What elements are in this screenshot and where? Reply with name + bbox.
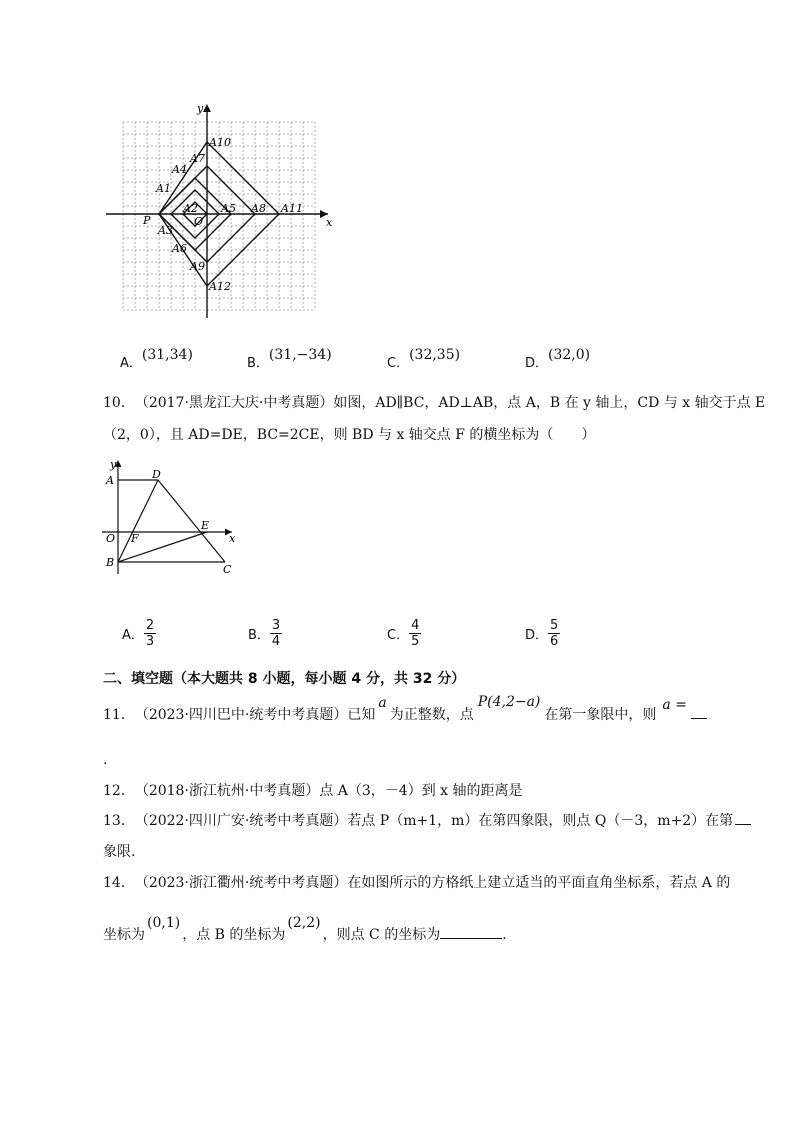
q13-line1-text: 13． （2022·四川广安·统考中考真题）若点 P（m+1，m）在第四象限，则点 Q（－3，m+2）在第 <box>103 813 734 829</box>
q14-line2-c: ，则点 C 的坐标为 <box>322 927 441 943</box>
q13-answer-blank[interactable] <box>735 823 751 825</box>
point-a11-label: A11 <box>281 202 303 215</box>
q10-point-c-label: C <box>223 563 232 576</box>
q10-option-b-label: B． <box>248 628 270 643</box>
point-a10-label: A10 <box>209 136 231 149</box>
point-a5-label: A5 <box>221 202 236 215</box>
q10-option-a[interactable] <box>122 618 156 649</box>
q9-option-d[interactable] <box>525 347 591 371</box>
q10-y-axis-label: y <box>110 458 117 471</box>
q14-line2-b: ，点 B 的坐标为 <box>182 927 286 943</box>
x-axis-label: x <box>326 216 333 229</box>
section-heading-fill-in: 二、填空题（本大题共 8 小题，每小题 4 分，共 32 分） <box>103 671 466 687</box>
q14-line2-end: . <box>502 927 507 943</box>
q10-line2: （2，0），且 AD=DE，BC=2CE，则 BD 与 x 轴交点 F 的横坐标为（ ） <box>103 427 596 443</box>
figure-q10 <box>98 455 248 580</box>
q10-option-d-denominator: 6 <box>550 634 559 649</box>
q9-option-d-label: D． <box>525 356 549 371</box>
point-p-label: P <box>143 214 151 227</box>
point-a2-label: A2 <box>183 202 198 215</box>
q10-point-d-label: D <box>152 468 161 481</box>
q14-answer-blank[interactable] <box>440 937 502 939</box>
q11-answer-blank[interactable] <box>691 717 707 719</box>
q11-prefix: 11． （2023·四川巴中·统考中考真题）已知 <box>103 707 376 723</box>
q9-option-d-value: (32,0) <box>548 347 591 363</box>
q10-option-d-label: D． <box>525 628 549 643</box>
q11-mid: 为正整数，点 <box>389 707 474 723</box>
point-a4-label: A4 <box>172 163 187 176</box>
q14-line1: 14． （2023·浙江衢州·统考中考真题）在如图所示的方格纸上建立适当的平面直角坐标系，若点 A 的 <box>103 875 731 891</box>
q9-option-a-label: A． <box>120 356 142 371</box>
q10-option-c-denominator: 5 <box>411 634 420 649</box>
point-a3-label: A3 <box>158 224 173 237</box>
q10-point-e-label: E <box>201 519 210 532</box>
q9-option-a-value: (31,34) <box>141 347 193 363</box>
point-a8-label: A8 <box>251 202 266 215</box>
point-a7-label: A7 <box>190 152 205 165</box>
q11-suffix: 在第一象限中，则 <box>544 707 657 723</box>
q10-option-b[interactable] <box>248 618 282 649</box>
figure-square-spiral <box>100 95 345 325</box>
q10-option-a-numerator: 2 <box>145 618 155 633</box>
q9-option-c-label: C． <box>387 356 410 371</box>
q11-line1 <box>103 694 707 725</box>
q10-option-d[interactable] <box>525 618 560 649</box>
q10-point-f-label: F <box>131 532 139 545</box>
q9-option-b-value: (31,−34) <box>268 347 332 363</box>
origin-label: O <box>194 215 204 228</box>
q10-option-b-denominator: 4 <box>271 634 281 649</box>
q12-text: 12． （2018·浙江杭州·中考真题）点 A（3，－4）到 x 轴的距离是 <box>103 783 523 799</box>
q10-option-a-denominator: 3 <box>145 634 155 649</box>
q10-option-c[interactable] <box>387 618 421 649</box>
q9-option-b-label: B． <box>247 356 269 371</box>
q10-point-b-label: B <box>106 556 115 569</box>
q11-point: P(4,2−a) <box>477 694 541 710</box>
q10-option-a-label: A． <box>122 628 144 643</box>
point-a1-label: A1 <box>156 182 171 195</box>
q14-line2 <box>103 915 507 945</box>
q11-var-a: a <box>378 695 387 711</box>
q9-option-c-value: (32,35) <box>409 347 461 363</box>
q10-option-d-numerator: 5 <box>550 618 559 633</box>
q14-coord-b: (2,2) <box>287 915 321 931</box>
q10-option-b-numerator: 3 <box>271 618 281 633</box>
q10-option-c-label: C． <box>387 628 410 643</box>
q10-point-a-label: A <box>106 474 114 487</box>
q13-line1 <box>103 811 751 831</box>
point-a12-label: A12 <box>209 280 231 293</box>
q11-answer-prefix: a = <box>662 697 687 713</box>
q9-option-c[interactable] <box>387 347 461 371</box>
point-a6-label: A6 <box>172 242 187 255</box>
q10-x-axis-label: x <box>229 532 236 545</box>
y-axis-label: y <box>197 102 204 115</box>
q10-origin-label: O <box>106 532 116 545</box>
q9-option-a[interactable] <box>120 347 193 371</box>
q10-option-c-numerator: 4 <box>411 618 420 633</box>
q11-end: . <box>103 752 108 768</box>
point-a9-label: A9 <box>190 260 205 273</box>
q13-line2: 象限. <box>103 844 136 860</box>
q9-option-b[interactable] <box>247 347 332 371</box>
q10-line1: 10． （2017·黑龙江大庆·中考真题）如图，AD∥BC，AD⊥AB，点 A，B 在 y 轴上，CD 与 x 轴交于点 E <box>103 395 766 411</box>
q14-coord-a: (0,1) <box>147 915 181 931</box>
q14-line2-a: 坐标为 <box>103 927 145 943</box>
